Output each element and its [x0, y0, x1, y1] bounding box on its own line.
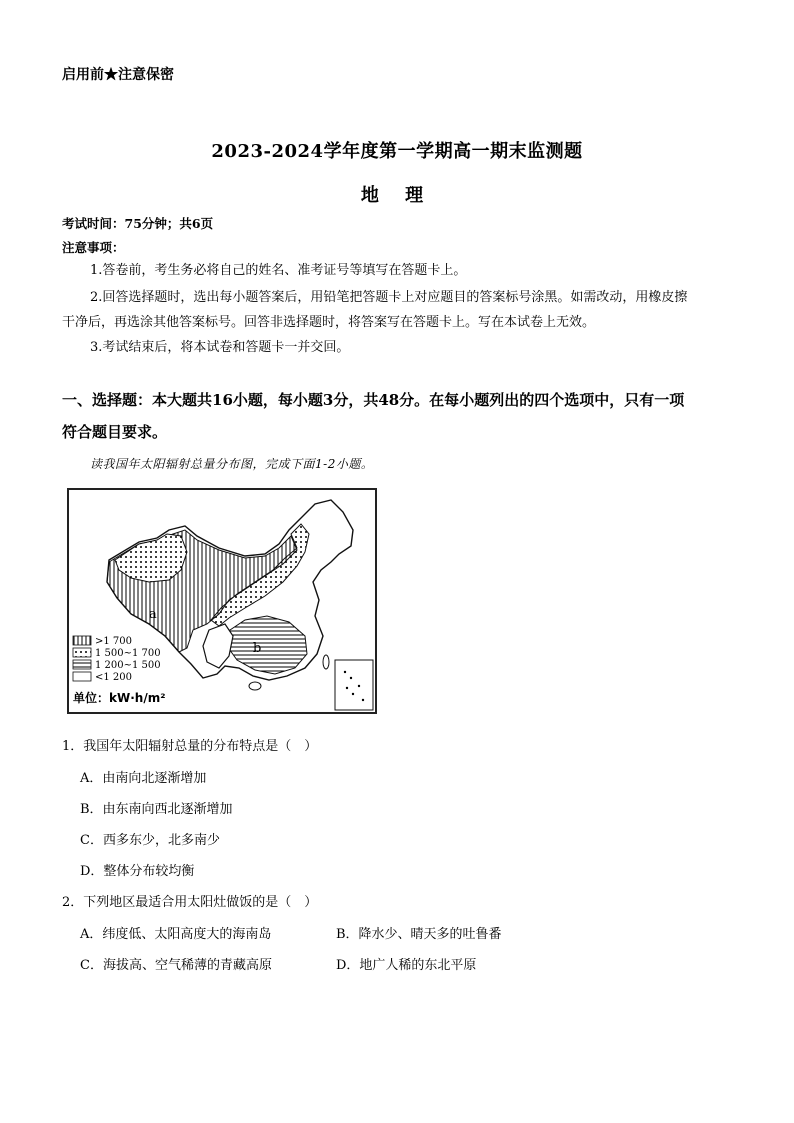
- question-1-option-c[interactable]: C．西多东少，北多南少: [80, 833, 220, 848]
- question-1-option-a[interactable]: A．由南向北逐渐增加: [80, 771, 207, 786]
- confidential-header: 启用前★注意保密: [62, 67, 174, 83]
- question-2-option-a[interactable]: A．纬度低、太阳高度大的海南岛: [80, 927, 272, 942]
- notes-heading: 注意事项：: [62, 240, 125, 255]
- south-sea-inset: [335, 660, 373, 710]
- legend-label-2: 1 500~1 700: [95, 648, 161, 659]
- exam-title: 2023-2024学年度第一学期高一期末监测题: [211, 141, 583, 162]
- section-heading-line1: 一、选择题：本大题共16小题，每小题3分，共48分。在每小题列出的四个选项中，只有一项: [62, 391, 685, 409]
- legend-swatch-4: [73, 672, 91, 681]
- question-2-option-d[interactable]: D．地广人稀的东北平原: [336, 958, 477, 973]
- note-2-cont: 干净后，再选涂其他答案标号。回答非选择题时，将答案写在答题卡上。写在本试卷上无效。: [62, 315, 596, 330]
- subject-title: 地 理: [360, 185, 434, 206]
- question-2-option-c[interactable]: C．海拔高、空气稀薄的青藏高原: [80, 958, 272, 973]
- question-1-stem: 1．我国年太阳辐射总量的分布特点是（ ）: [62, 739, 318, 754]
- region-lowest: [203, 624, 233, 668]
- section-heading-line2: 符合题目要求。: [62, 423, 168, 441]
- map-label-a: a: [149, 607, 157, 622]
- china-map-illustration: [69, 490, 375, 712]
- solar-radiation-map: [67, 488, 377, 714]
- legend-label-3: 1 200~1 500: [95, 660, 161, 671]
- note-1: 1.答卷前，考生务必将自己的姓名、准考证号等填写在答题卡上。: [90, 263, 467, 278]
- legend-label-1: >1 700: [95, 636, 133, 647]
- note-3: 3.考试结束后，将本试卷和答题卡一并交回。: [90, 340, 350, 355]
- legend-label-4: <1 200: [95, 672, 133, 683]
- question-1-option-d[interactable]: D．整体分布较均衡: [80, 864, 195, 879]
- taiwan-island: [323, 655, 329, 669]
- legend-swatch-1: [73, 636, 91, 645]
- hainan-island: [249, 682, 261, 690]
- map-label-b: b: [253, 641, 262, 656]
- legend-unit: 单位：kW·h/m²: [73, 691, 166, 705]
- question-2-stem: 2．下列地区最适合用太阳灶做饭的是（ ）: [62, 895, 318, 910]
- question-2-option-b[interactable]: B．降水少、晴天多的吐鲁番: [336, 927, 502, 942]
- legend-swatch-2: [73, 648, 91, 657]
- note-2: 2.回答选择题时，选出每小题答案后，用铅笔把答题卡上对应题目的答案标号涂黑。如需改动，用橡皮擦: [90, 290, 688, 305]
- question-1-option-b[interactable]: B．由东南向西北逐渐增加: [80, 802, 233, 817]
- legend-swatch-3: [73, 660, 91, 669]
- question-intro: 读我国年太阳辐射总量分布图，完成下面1-2小题。: [90, 457, 374, 471]
- exam-time: 考试时间：75分钟；共6页: [62, 216, 214, 231]
- region-b: [227, 616, 307, 674]
